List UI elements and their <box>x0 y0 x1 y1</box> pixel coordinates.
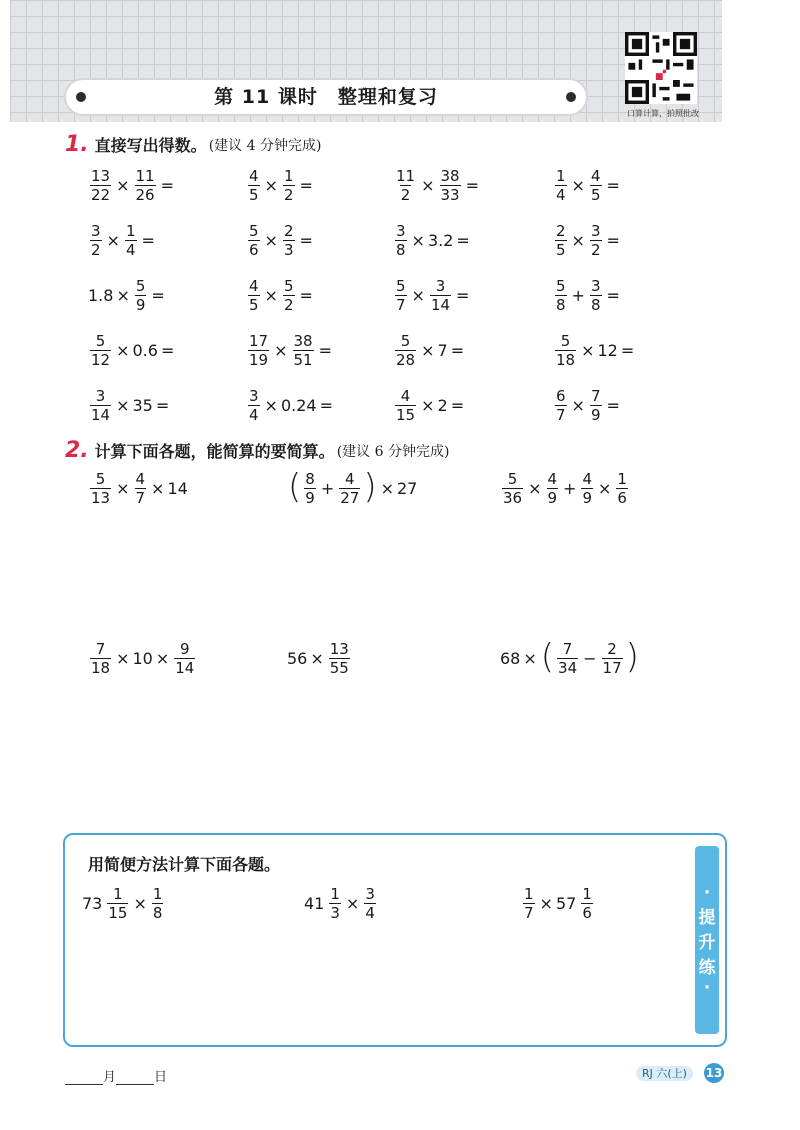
operator: × <box>310 649 324 668</box>
number-value: 10 <box>132 649 153 668</box>
denominator: 14 <box>91 406 111 424</box>
operator: = <box>606 396 620 415</box>
operator: = <box>160 341 175 360</box>
denominator: 55 <box>329 659 349 677</box>
operator: + <box>320 479 335 498</box>
oral-calc-problem <box>393 167 482 204</box>
denominator: 28 <box>396 351 416 369</box>
fraction <box>555 332 576 369</box>
numerator: 5 <box>95 332 106 350</box>
numerator: 5 <box>507 470 518 488</box>
operator: × <box>116 286 130 305</box>
operator: + <box>571 286 585 305</box>
denominator: 6 <box>582 904 592 922</box>
fraction <box>395 167 416 204</box>
fraction <box>248 167 260 204</box>
operator: × <box>264 286 278 305</box>
numerator: 7 <box>95 640 106 658</box>
qr-code-icon[interactable] <box>625 32 697 104</box>
numerator: 3 <box>396 222 406 240</box>
numerator: 17 <box>249 332 269 350</box>
extension-problem <box>521 885 595 922</box>
numerator: 38 <box>440 167 460 185</box>
lesson-title: 第 11 课时 整理和复习 <box>214 86 438 108</box>
operator: × <box>528 479 542 498</box>
operator: × <box>133 894 147 913</box>
denominator: 51 <box>293 351 313 369</box>
denominator: 9 <box>135 296 146 314</box>
numerator: 5 <box>249 222 259 240</box>
calc-problem <box>88 640 197 677</box>
fraction <box>248 222 260 259</box>
operator: = <box>465 176 479 195</box>
oral-calc-problem <box>553 332 637 369</box>
oral-calc-problem <box>246 332 335 369</box>
oral-calc-problem <box>553 387 623 424</box>
qr-caption: 口算计算，拍照批改 <box>627 109 699 118</box>
operator: × <box>539 894 553 913</box>
denominator: 18 <box>91 659 111 677</box>
denominator: 4 <box>365 904 375 922</box>
operator: × <box>116 176 130 195</box>
denominator: 36 <box>503 489 523 507</box>
calc-problem <box>88 470 188 507</box>
denominator: 12 <box>91 351 111 369</box>
fraction <box>430 277 451 314</box>
denominator: 5 <box>249 186 259 204</box>
fraction <box>590 222 602 259</box>
fraction <box>557 640 578 677</box>
numerator: 5 <box>556 277 566 295</box>
fraction <box>590 277 602 314</box>
numerator: 1 <box>125 222 136 240</box>
numerator: 4 <box>547 470 558 488</box>
whole-number: 57 <box>555 894 577 913</box>
operator: × <box>598 479 612 498</box>
oral-calc-problem <box>246 387 336 424</box>
fraction <box>590 387 602 424</box>
denominator: 22 <box>91 186 111 204</box>
denominator: 4 <box>556 186 566 204</box>
numerator: 3 <box>249 387 259 405</box>
numerator: 1 <box>556 167 566 185</box>
numerator: 5 <box>95 470 106 488</box>
calc-problem <box>287 466 418 507</box>
side-tab-char-1: 提 <box>698 907 716 928</box>
numerator: 4 <box>582 470 592 488</box>
fraction <box>90 167 111 204</box>
denominator: 2 <box>590 241 601 259</box>
lesson-title-bar <box>66 80 586 114</box>
oral-calc-problem <box>246 222 316 259</box>
oral-calc-problem <box>88 332 177 369</box>
denominator: 33 <box>440 186 460 204</box>
fraction <box>125 222 137 259</box>
operator: × <box>264 231 278 250</box>
numerator: 3 <box>91 222 101 240</box>
side-tab-char-2: 升 <box>698 932 716 953</box>
number-value: 0.6 <box>132 341 158 360</box>
calc-problem <box>500 636 640 677</box>
section-2-number: 2. <box>65 438 89 463</box>
oral-calc-problem <box>246 277 316 314</box>
fraction <box>523 885 535 922</box>
numerator: 5 <box>400 332 411 350</box>
numerator: 7 <box>562 640 573 658</box>
fraction <box>248 277 260 314</box>
operator: × <box>421 341 435 360</box>
oral-calc-problem <box>393 387 467 424</box>
section-1-number: 1. <box>65 132 89 157</box>
fraction <box>293 332 314 369</box>
operator: = <box>319 396 333 415</box>
numerator: 4 <box>249 277 259 295</box>
numerator: 1 <box>113 885 123 903</box>
fraction <box>283 222 295 259</box>
numerator: 1 <box>283 167 294 185</box>
operator: × <box>264 176 278 195</box>
oral-calc-problem <box>393 277 472 314</box>
denominator: 7 <box>396 296 406 314</box>
operator: = <box>620 341 635 360</box>
numerator: 3 <box>590 277 601 295</box>
numerator: 3 <box>435 277 446 295</box>
numerator: 5 <box>560 332 571 350</box>
whole-number: 41 <box>304 894 325 913</box>
parenthesis: ( <box>540 636 555 677</box>
fraction <box>440 167 461 204</box>
oral-calc-problem <box>393 222 473 259</box>
denominator: 9 <box>582 489 592 507</box>
oral-calc-problem <box>553 167 623 204</box>
oral-calc-problem <box>246 167 316 204</box>
numerator: 3 <box>590 222 601 240</box>
operator: × <box>523 649 537 668</box>
oral-calc-problem <box>88 277 168 314</box>
operator: = <box>160 176 174 195</box>
fraction <box>329 885 341 922</box>
numerator: 1 <box>152 885 163 903</box>
number-value: 56 <box>287 649 308 668</box>
fraction <box>90 222 102 259</box>
denominator: 6 <box>249 241 259 259</box>
calc-problem <box>500 470 630 507</box>
numerator: 5 <box>283 277 294 295</box>
denominator: 5 <box>556 241 566 259</box>
oral-calc-problem <box>393 332 467 369</box>
denominator: 5 <box>249 296 259 314</box>
operator: × <box>411 231 425 250</box>
fraction <box>90 387 111 424</box>
operator: × <box>571 396 585 415</box>
fraction <box>135 167 156 204</box>
month-blank[interactable] <box>65 1070 103 1085</box>
section-1-note: (建议 4 分钟完成) <box>208 137 322 154</box>
extension-title: 用简便方法计算下面各题。 <box>88 855 281 874</box>
fraction <box>248 387 260 424</box>
numerator: 1 <box>330 885 340 903</box>
numerator: 2 <box>556 222 566 240</box>
denominator: 18 <box>556 351 576 369</box>
numerator: 1 <box>524 885 534 903</box>
denominator: 19 <box>249 351 269 369</box>
numerator: 38 <box>293 332 313 350</box>
numerator: 4 <box>135 470 146 488</box>
number-value: 35 <box>132 396 153 415</box>
operator: = <box>606 176 620 195</box>
calc-problem <box>287 640 352 677</box>
numerator: 9 <box>180 640 190 658</box>
numerator: 13 <box>91 167 111 185</box>
parenthesis: ) <box>363 466 377 507</box>
operator: = <box>299 286 313 305</box>
page-number: 13 <box>704 1063 724 1083</box>
side-tab-dot-bottom: · <box>703 977 711 998</box>
operator: = <box>299 176 313 195</box>
denominator: 8 <box>152 904 163 922</box>
operator: × <box>116 649 130 668</box>
operator: = <box>141 231 155 250</box>
numerator: 11 <box>135 167 155 185</box>
fraction <box>90 332 111 369</box>
denominator: 2 <box>283 296 294 314</box>
operator: = <box>450 341 465 360</box>
number-value: 12 <box>597 341 618 360</box>
section-2-heading <box>65 438 449 463</box>
fraction <box>364 885 376 922</box>
denominator: 9 <box>590 406 601 424</box>
extension-problem <box>82 885 165 922</box>
operator: × <box>106 231 120 250</box>
denominator: 34 <box>558 659 578 677</box>
denominator: 8 <box>556 296 566 314</box>
numerator: 4 <box>344 470 355 488</box>
operator: = <box>155 396 170 415</box>
parenthesis: ( <box>288 466 302 507</box>
number-value: 14 <box>167 479 188 498</box>
fraction <box>395 222 407 259</box>
day-label: 日 <box>154 1070 168 1085</box>
fraction <box>547 470 559 507</box>
operator: = <box>606 231 620 250</box>
extension-side-tab <box>695 846 719 1034</box>
denominator: 17 <box>602 659 622 677</box>
operator: × <box>421 396 435 415</box>
denominator: 7 <box>524 904 534 922</box>
operator: × <box>571 176 585 195</box>
number-value: 3.2 <box>427 231 454 250</box>
operator: × <box>345 894 360 913</box>
numerator: 3 <box>365 885 375 903</box>
numerator: 2 <box>283 222 294 240</box>
numerator: 5 <box>135 277 146 295</box>
fraction <box>107 885 128 922</box>
fraction <box>616 470 628 507</box>
operator: = <box>456 286 470 305</box>
fraction <box>502 470 523 507</box>
fraction <box>90 640 111 677</box>
numerator: 3 <box>95 387 106 405</box>
fraction <box>174 640 195 677</box>
number-value: 2 <box>437 396 448 415</box>
denominator: 15 <box>396 406 416 424</box>
side-tab-dot-top: · <box>703 882 711 903</box>
fraction <box>135 277 147 314</box>
fraction <box>395 387 416 424</box>
fraction <box>581 470 593 507</box>
number-value: 1.8 <box>88 286 114 305</box>
number-value: 68 <box>500 649 521 668</box>
fraction <box>248 332 269 369</box>
operator: × <box>571 231 585 250</box>
book-code: RJ 六(上) <box>636 1066 693 1081</box>
numerator: 8 <box>305 470 315 488</box>
fraction <box>590 167 602 204</box>
operator: = <box>299 231 313 250</box>
section-2-note: (建议 6 分钟完成) <box>336 443 450 460</box>
number-value: 0.24 <box>280 396 317 415</box>
number-value: 27 <box>396 479 418 498</box>
denominator: 26 <box>135 186 155 204</box>
denominator: 2 <box>91 241 101 259</box>
oral-calc-problem <box>553 277 623 314</box>
numerator: 1 <box>617 470 627 488</box>
oral-calc-problem <box>88 387 172 424</box>
footer-date <box>65 1066 167 1085</box>
denominator: 7 <box>556 406 566 424</box>
fraction <box>283 277 295 314</box>
fraction <box>304 470 316 507</box>
operator: × <box>264 396 278 415</box>
operator: = <box>456 231 470 250</box>
section-1-heading <box>65 132 321 157</box>
operator: = <box>151 286 165 305</box>
operator: × <box>380 479 394 498</box>
operator: × <box>411 286 425 305</box>
numerator: 4 <box>249 167 259 185</box>
denominator: 4 <box>249 406 259 424</box>
numerator: 1 <box>582 885 592 903</box>
oral-calc-problem <box>88 167 177 204</box>
side-tab-char-3: 练 <box>698 957 716 978</box>
denominator: 8 <box>396 241 406 259</box>
denominator: 9 <box>305 489 315 507</box>
numerator: 2 <box>607 640 617 658</box>
operator: = <box>450 396 465 415</box>
fraction <box>283 167 295 204</box>
fraction <box>339 470 360 507</box>
parenthesis: ) <box>625 636 639 677</box>
whole-number: 73 <box>82 894 103 913</box>
number-value: 7 <box>437 341 448 360</box>
denominator: 9 <box>547 489 558 507</box>
fraction <box>395 277 407 314</box>
fraction <box>555 387 567 424</box>
operator: + <box>563 479 577 498</box>
fraction <box>602 640 623 677</box>
operator: × <box>155 649 170 668</box>
fraction <box>395 332 416 369</box>
oral-calc-problem <box>553 222 623 259</box>
fraction <box>555 222 567 259</box>
denominator: 14 <box>430 296 451 314</box>
numerator: 4 <box>400 387 411 405</box>
denominator: 7 <box>135 489 146 507</box>
fraction <box>581 885 593 922</box>
fraction <box>90 470 111 507</box>
numerator: 7 <box>590 387 601 405</box>
operator: × <box>581 341 595 360</box>
section-1-title: 直接写出得数。 <box>94 136 207 155</box>
fraction <box>329 640 350 677</box>
day-blank[interactable] <box>116 1070 154 1085</box>
numerator: 11 <box>396 167 416 185</box>
fraction <box>555 167 567 204</box>
denominator: 3 <box>283 241 294 259</box>
denominator: 8 <box>590 296 601 314</box>
denominator: 27 <box>340 489 360 507</box>
denominator: 6 <box>617 489 627 507</box>
fraction <box>152 885 164 922</box>
numerator: 13 <box>329 640 349 658</box>
denominator: 13 <box>91 489 111 507</box>
extension-problem <box>304 885 378 922</box>
oral-calc-problem <box>88 222 158 259</box>
denominator: 15 <box>108 904 128 922</box>
operator: × <box>274 341 288 360</box>
numerator: 5 <box>396 277 406 295</box>
denominator: 2 <box>400 186 411 204</box>
fraction <box>555 277 567 314</box>
month-label: 月 <box>103 1070 117 1085</box>
denominator: 3 <box>330 904 340 922</box>
denominator: 5 <box>590 186 601 204</box>
operator: = <box>318 341 332 360</box>
denominator: 2 <box>283 186 294 204</box>
operator: = <box>606 286 620 305</box>
operator: × <box>151 479 165 498</box>
fraction <box>135 470 147 507</box>
operator: × <box>116 396 130 415</box>
operator: × <box>116 479 130 498</box>
operator: − <box>583 649 597 668</box>
denominator: 4 <box>125 241 136 259</box>
denominator: 14 <box>175 659 195 677</box>
operator: × <box>421 176 435 195</box>
section-2-title: 计算下面各题，能简算的要简算。 <box>94 442 335 461</box>
numerator: 4 <box>590 167 601 185</box>
numerator: 6 <box>556 387 566 405</box>
operator: × <box>116 341 130 360</box>
